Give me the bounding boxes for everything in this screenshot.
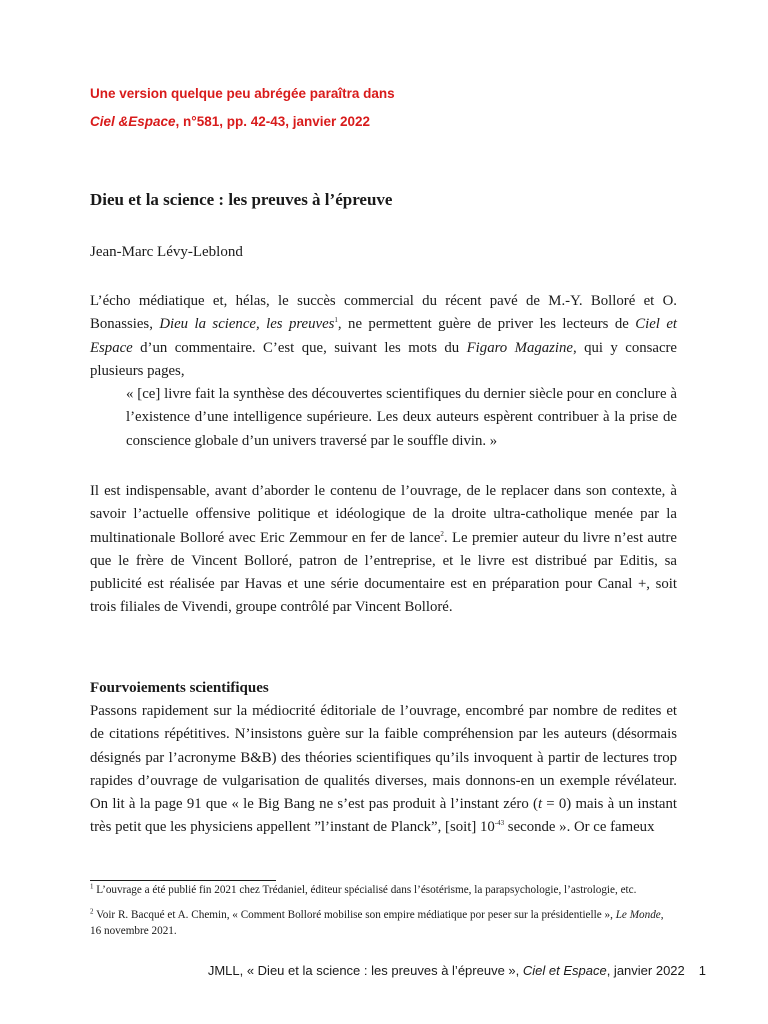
footnote-2-text-b: , 16 novembre 2021. (90, 909, 664, 937)
footnote-2-newspaper: Le Monde (615, 909, 661, 921)
planck-exponent: -43 (494, 819, 505, 828)
page-number: 1 (698, 963, 706, 978)
magazine-name: Ciel et Espace (90, 316, 677, 356)
section-heading: Fourvoiements scientifiques (90, 680, 269, 696)
paragraph-context-text-b: . Le premier auteur du livre n’est autre que le frère de Vincent Bolloré, patron de l’entreprise, et le livre est distribué par Editis, sa publicité est réalisée par Havas et une série documentaire est en préparation pour Canal +, soit trois filiales de Vivendi, groupe contrôlé par Vincent Bolloré. (90, 529, 677, 616)
article-author: Jean-Marc Lévy-Leblond (90, 244, 243, 260)
publication-note-text: Une version quelque peu abrégée paraîtra dans (90, 86, 395, 101)
paragraph-intro (90, 290, 677, 383)
footnote-1 (90, 883, 677, 899)
block-quote: « [ce] livre fait la synthèse des découvertes scientifiques du dernier siècle pour en conclure à l’existence d’une intelligence supérieure. Les deux auteurs espèrent contribuer à la prise de conscience globale d’un univers traversé par le souffle divin. » (126, 386, 677, 449)
footer-text-a: JMLL, « Dieu et la science : les preuves à l’épreuve », (207, 963, 523, 978)
paragraph-science-text-b: = 0) mais à un instant très petit que les physiciens appellent ”l’instant de Planck”, [soit] 10 (90, 796, 677, 836)
footnote-1-number: 1 (90, 882, 94, 891)
paragraph-science-text-c: seconde ». Or ce fameux (504, 819, 655, 836)
paragraph-intro-text-a: L’écho médiatique et, hélas, le succès commercial du récent pavé de M.-Y. Bolloré et O. Bonassies, (90, 293, 677, 333)
paragraph-intro-text-c: d’un commentaire. C’est que, suivant les mots du (132, 339, 467, 356)
publication-note-magazine: Ciel &Espace (90, 114, 176, 129)
footnote-ref-1[interactable]: 1 (334, 316, 338, 325)
publication-note-line2 (90, 114, 370, 129)
paragraph-intro-text-d: , qui y consacre plusieurs pages, (90, 339, 678, 379)
publication-note-issue: , n°581, pp. 42-43, janvier 2022 (175, 114, 371, 129)
figaro-name: Figaro Magazine (466, 339, 573, 356)
book-title: Dieu la science, les preuves (159, 316, 335, 333)
footer-magazine: Ciel et Espace (522, 963, 607, 978)
publication-note-line1 (90, 86, 395, 101)
footer-text-b: , janvier 2022 (606, 963, 685, 978)
paragraph-science (90, 700, 677, 840)
footnote-ref-2[interactable]: 2 (440, 529, 444, 538)
page-footer (208, 963, 706, 978)
paragraph-intro-text-b: , ne permettent guère de priver les lecteurs de (337, 316, 636, 333)
footnote-1-text: L’ouvrage a été publié fin 2021 chez Trédaniel, éditeur spécialisé dans l’ésotérisme, la parapsychologie, l’astrologie, etc. (93, 884, 637, 896)
time-variable: t (537, 796, 543, 813)
paragraph-science-text-a: Passons rapidement sur la médiocrité éditoriale de l’ouvrage, encombré par nombre de redites et de citations répétitives. N’insistons guère sur la faible compréhension par les auteurs (désormais désignés par l’acronyme B&B) des théories scientifiques qu’ils invoquent à partir de lectures trop rapides d’ouvrage de vulgarisation de qualités diverses, mais donnons-en un exemple révélateur. On lit à la page 91 que « le Big Bang ne s’est pas produit à l’instant zéro ( (90, 703, 677, 813)
paragraph-context-text-a: Il est indispensable, avant d’aborder le contenu de l’ouvrage, de le replacer dans son contexte, à savoir l’actuelle offensive politique et idéologique de la droite ultra-catholique menée par la multinationale Bolloré avec Eric Zemmour en fer de lance (90, 483, 677, 546)
paragraph-context (90, 480, 677, 620)
footnote-divider (90, 880, 276, 881)
article-title: Dieu et la science : les preuves à l’épreuve (90, 190, 393, 209)
footnote-2 (90, 908, 677, 939)
footnote-2-text-a: Voir R. Bacqué et A. Chemin, « Comment Bolloré mobilise son empire médiatique por peser sur la présidentielle », (93, 909, 616, 921)
footnote-2-number: 2 (90, 907, 94, 916)
